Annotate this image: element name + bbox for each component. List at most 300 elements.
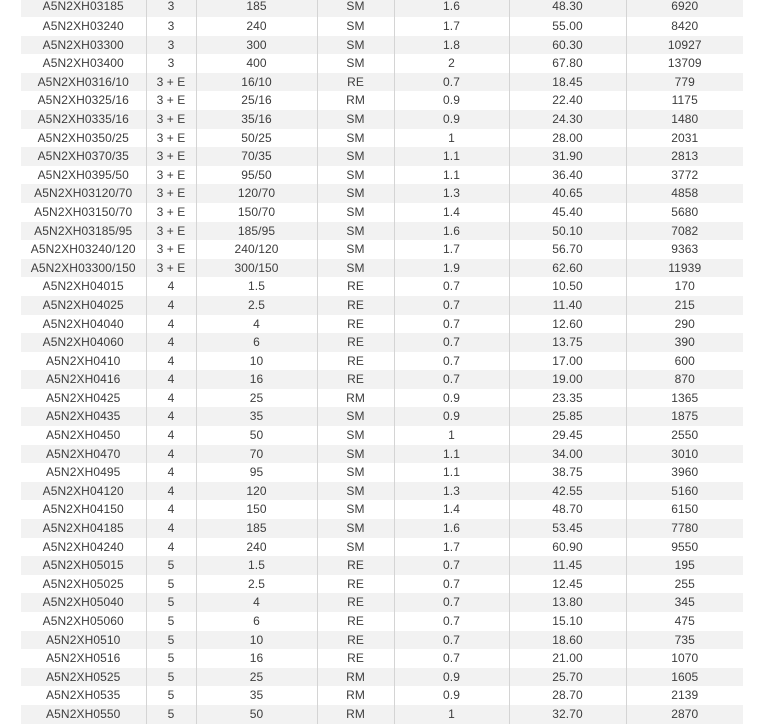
cell-insulation-thickness: 0.9: [394, 668, 509, 687]
cell-product-code: A5N2XH03120/70: [21, 184, 146, 203]
table-row: [21, 556, 743, 575]
table-row: [21, 259, 743, 278]
cell-weight: 10927: [626, 36, 743, 55]
cell-cross-section: 185: [196, 519, 317, 538]
cell-conductor-shape: RE: [317, 296, 394, 315]
cell-weight: 3010: [626, 445, 743, 464]
cell-cross-section: 16/10: [196, 73, 317, 92]
cell-insulation-thickness: 0.9: [394, 407, 509, 426]
cell-outer-diameter: 40.65: [509, 184, 626, 203]
cell-insulation-thickness: 1.1: [394, 147, 509, 166]
cell-product-code: A5N2XH04025: [21, 296, 146, 315]
table-row: [21, 166, 743, 185]
table-row: [21, 500, 743, 519]
cell-conductor-shape: SM: [317, 259, 394, 278]
cell-conductor-shape: RE: [317, 631, 394, 650]
cell-cores: 5: [146, 705, 196, 724]
cell-conductor-shape: SM: [317, 36, 394, 55]
cell-weight: 345: [626, 593, 743, 612]
cell-cores: 3: [146, 54, 196, 73]
cell-conductor-shape: SM: [317, 426, 394, 445]
cell-conductor-shape: SM: [317, 519, 394, 538]
table-row: [21, 110, 743, 129]
cell-weight: 1605: [626, 668, 743, 687]
cell-cores: 3 + E: [146, 166, 196, 185]
cell-conductor-shape: RE: [317, 575, 394, 594]
cell-cores: 4: [146, 296, 196, 315]
cell-weight: 215: [626, 296, 743, 315]
cell-outer-diameter: 11.45: [509, 556, 626, 575]
cell-product-code: A5N2XH0395/50: [21, 166, 146, 185]
cell-outer-diameter: 12.60: [509, 315, 626, 334]
cell-cross-section: 35: [196, 407, 317, 426]
cell-product-code: A5N2XH03240/120: [21, 240, 146, 259]
cell-insulation-thickness: 1.9: [394, 259, 509, 278]
cell-product-code: A5N2XH04240: [21, 538, 146, 557]
table-row: [21, 91, 743, 110]
cell-outer-diameter: 24.30: [509, 110, 626, 129]
cell-product-code: A5N2XH03240: [21, 17, 146, 36]
cell-outer-diameter: 31.90: [509, 147, 626, 166]
cell-cross-section: 50/25: [196, 129, 317, 148]
cell-product-code: A5N2XH0316/10: [21, 73, 146, 92]
cell-insulation-thickness: 1.4: [394, 500, 509, 519]
cell-cross-section: 25: [196, 668, 317, 687]
cell-conductor-shape: RE: [317, 370, 394, 389]
cell-cores: 4: [146, 407, 196, 426]
table-row: [21, 445, 743, 464]
table-row: [21, 203, 743, 222]
cell-product-code: A5N2XH0435: [21, 407, 146, 426]
cell-conductor-shape: RM: [317, 91, 394, 110]
cell-outer-diameter: 28.00: [509, 129, 626, 148]
cell-cores: 4: [146, 445, 196, 464]
cell-cores: 3: [146, 36, 196, 55]
cell-product-code: A5N2XH03400: [21, 54, 146, 73]
cell-cross-section: 6: [196, 612, 317, 631]
cell-cross-section: 185: [196, 0, 317, 17]
cell-cores: 4: [146, 389, 196, 408]
cell-insulation-thickness: 1.3: [394, 482, 509, 501]
cell-insulation-thickness: 1: [394, 705, 509, 724]
table-row: [21, 705, 743, 724]
cell-cross-section: 1.5: [196, 556, 317, 575]
cell-cores: 3 + E: [146, 147, 196, 166]
cell-cores: 4: [146, 426, 196, 445]
cell-insulation-thickness: 0.7: [394, 370, 509, 389]
cell-conductor-shape: RE: [317, 612, 394, 631]
cell-cross-section: 240: [196, 17, 317, 36]
cell-insulation-thickness: 2: [394, 54, 509, 73]
cell-product-code: A5N2XH0516: [21, 649, 146, 668]
cell-cross-section: 95/50: [196, 166, 317, 185]
cell-outer-diameter: 62.60: [509, 259, 626, 278]
table-row: [21, 649, 743, 668]
cell-outer-diameter: 21.00: [509, 649, 626, 668]
cell-weight: 13709: [626, 54, 743, 73]
cell-outer-diameter: 25.70: [509, 668, 626, 687]
cell-outer-diameter: 23.35: [509, 389, 626, 408]
cell-cores: 4: [146, 333, 196, 352]
cell-cross-section: 400: [196, 54, 317, 73]
cell-cores: 5: [146, 668, 196, 687]
cell-weight: 195: [626, 556, 743, 575]
cell-weight: 9550: [626, 538, 743, 557]
cell-outer-diameter: 48.30: [509, 0, 626, 17]
cell-insulation-thickness: 1: [394, 426, 509, 445]
cell-weight: 8420: [626, 17, 743, 36]
cell-outer-diameter: 48.70: [509, 500, 626, 519]
cell-insulation-thickness: 0.7: [394, 612, 509, 631]
table-row: [21, 612, 743, 631]
cell-insulation-thickness: 0.9: [394, 110, 509, 129]
table-row: [21, 184, 743, 203]
cell-cores: 4: [146, 315, 196, 334]
cell-product-code: A5N2XH0350/25: [21, 129, 146, 148]
cable-spec-table: [21, 0, 743, 724]
cell-outer-diameter: 38.75: [509, 463, 626, 482]
cell-cross-section: 4: [196, 593, 317, 612]
cell-weight: 870: [626, 370, 743, 389]
cell-product-code: A5N2XH0416: [21, 370, 146, 389]
cell-weight: 3960: [626, 463, 743, 482]
table-row: [21, 129, 743, 148]
cell-cores: 4: [146, 482, 196, 501]
cell-outer-diameter: 45.40: [509, 203, 626, 222]
cell-weight: 390: [626, 333, 743, 352]
cell-weight: 7082: [626, 222, 743, 241]
cell-cores: 3 + E: [146, 73, 196, 92]
cell-weight: 2031: [626, 129, 743, 148]
table-row: [21, 296, 743, 315]
cell-product-code: A5N2XH0370/35: [21, 147, 146, 166]
cell-cross-section: 300: [196, 36, 317, 55]
table-row: [21, 315, 743, 334]
cell-cross-section: 120/70: [196, 184, 317, 203]
cell-product-code: A5N2XH0470: [21, 445, 146, 464]
cell-conductor-shape: SM: [317, 17, 394, 36]
cell-insulation-thickness: 0.7: [394, 352, 509, 371]
cell-insulation-thickness: 1.1: [394, 445, 509, 464]
cell-insulation-thickness: 1.1: [394, 463, 509, 482]
table-row: [21, 686, 743, 705]
cell-cores: 3 + E: [146, 184, 196, 203]
table-row: [21, 277, 743, 296]
cell-conductor-shape: SM: [317, 166, 394, 185]
cell-weight: 2813: [626, 147, 743, 166]
cell-cores: 3: [146, 17, 196, 36]
table-row: [21, 407, 743, 426]
table-row: [21, 54, 743, 73]
cell-product-code: A5N2XH0450: [21, 426, 146, 445]
table-row: [21, 389, 743, 408]
cell-insulation-thickness: 0.7: [394, 575, 509, 594]
table-row: [21, 575, 743, 594]
cell-cross-section: 10: [196, 631, 317, 650]
cell-insulation-thickness: 0.7: [394, 556, 509, 575]
table-row: [21, 593, 743, 612]
cell-conductor-shape: SM: [317, 203, 394, 222]
cell-cores: 5: [146, 612, 196, 631]
cell-outer-diameter: 22.40: [509, 91, 626, 110]
cell-cross-section: 25/16: [196, 91, 317, 110]
cell-product-code: A5N2XH0325/16: [21, 91, 146, 110]
cell-cross-section: 185/95: [196, 222, 317, 241]
cell-conductor-shape: RE: [317, 649, 394, 668]
cell-product-code: A5N2XH04120: [21, 482, 146, 501]
cell-product-code: A5N2XH03150/70: [21, 203, 146, 222]
cell-weight: 7780: [626, 519, 743, 538]
cell-conductor-shape: SM: [317, 407, 394, 426]
table-body: [21, 0, 743, 724]
cell-outer-diameter: 32.70: [509, 705, 626, 724]
cell-product-code: A5N2XH0425: [21, 389, 146, 408]
cell-outer-diameter: 13.75: [509, 333, 626, 352]
cell-weight: 735: [626, 631, 743, 650]
cell-weight: 6150: [626, 500, 743, 519]
cell-outer-diameter: 50.10: [509, 222, 626, 241]
cell-cores: 4: [146, 463, 196, 482]
cell-cores: 4: [146, 500, 196, 519]
cell-outer-diameter: 18.60: [509, 631, 626, 650]
cell-cores: 3 + E: [146, 240, 196, 259]
cell-cores: 3 + E: [146, 129, 196, 148]
cell-cores: 5: [146, 593, 196, 612]
cell-insulation-thickness: 1.6: [394, 519, 509, 538]
cell-product-code: A5N2XH04150: [21, 500, 146, 519]
cell-product-code: A5N2XH0510: [21, 631, 146, 650]
cell-conductor-shape: RM: [317, 668, 394, 687]
cell-conductor-shape: SM: [317, 110, 394, 129]
cell-weight: 2870: [626, 705, 743, 724]
cell-cores: 3 + E: [146, 222, 196, 241]
table-row: [21, 463, 743, 482]
cell-cross-section: 50: [196, 705, 317, 724]
table-row: [21, 426, 743, 445]
cell-cores: 5: [146, 631, 196, 650]
cell-conductor-shape: SM: [317, 147, 394, 166]
cell-weight: 2550: [626, 426, 743, 445]
cell-cross-section: 50: [196, 426, 317, 445]
cell-conductor-shape: SM: [317, 445, 394, 464]
table-row: [21, 631, 743, 650]
cell-cross-section: 2.5: [196, 575, 317, 594]
cell-insulation-thickness: 0.9: [394, 91, 509, 110]
cell-product-code: A5N2XH0525: [21, 668, 146, 687]
cell-weight: 11939: [626, 259, 743, 278]
cell-insulation-thickness: 0.7: [394, 315, 509, 334]
cell-insulation-thickness: 0.7: [394, 593, 509, 612]
cell-outer-diameter: 56.70: [509, 240, 626, 259]
cell-outer-diameter: 11.40: [509, 296, 626, 315]
cell-conductor-shape: RM: [317, 686, 394, 705]
cell-cross-section: 25: [196, 389, 317, 408]
cell-cores: 4: [146, 519, 196, 538]
cell-product-code: A5N2XH0495: [21, 463, 146, 482]
table-row: [21, 0, 743, 17]
cell-cores: 4: [146, 538, 196, 557]
cell-weight: 290: [626, 315, 743, 334]
cell-insulation-thickness: 0.7: [394, 333, 509, 352]
cell-cross-section: 16: [196, 370, 317, 389]
cell-insulation-thickness: 1.4: [394, 203, 509, 222]
cell-weight: 2139: [626, 686, 743, 705]
table-row: [21, 482, 743, 501]
cell-cross-section: 70: [196, 445, 317, 464]
table-row: [21, 538, 743, 557]
table-row: [21, 222, 743, 241]
cell-cross-section: 4: [196, 315, 317, 334]
cell-product-code: A5N2XH03300: [21, 36, 146, 55]
cell-outer-diameter: 18.45: [509, 73, 626, 92]
table-row: [21, 333, 743, 352]
cell-product-code: A5N2XH05015: [21, 556, 146, 575]
cell-product-code: A5N2XH04015: [21, 277, 146, 296]
cell-cross-section: 95: [196, 463, 317, 482]
cell-conductor-shape: SM: [317, 222, 394, 241]
cell-product-code: A5N2XH04040: [21, 315, 146, 334]
cell-weight: 5160: [626, 482, 743, 501]
cell-cross-section: 150/70: [196, 203, 317, 222]
cell-cores: 5: [146, 575, 196, 594]
cell-product-code: A5N2XH0535: [21, 686, 146, 705]
cell-outer-diameter: 28.70: [509, 686, 626, 705]
cell-weight: 3772: [626, 166, 743, 185]
cell-product-code: A5N2XH0410: [21, 352, 146, 371]
cell-cores: 5: [146, 686, 196, 705]
cell-conductor-shape: SM: [317, 463, 394, 482]
cell-outer-diameter: 19.00: [509, 370, 626, 389]
cell-conductor-shape: RM: [317, 705, 394, 724]
cell-cores: 5: [146, 649, 196, 668]
cell-outer-diameter: 55.00: [509, 17, 626, 36]
cell-insulation-thickness: 1.7: [394, 17, 509, 36]
cell-cross-section: 300/150: [196, 259, 317, 278]
cell-conductor-shape: SM: [317, 54, 394, 73]
cell-product-code: A5N2XH03300/150: [21, 259, 146, 278]
cell-product-code: A5N2XH04060: [21, 333, 146, 352]
cell-insulation-thickness: 0.7: [394, 631, 509, 650]
cell-conductor-shape: SM: [317, 538, 394, 557]
cell-weight: 779: [626, 73, 743, 92]
table-row: [21, 668, 743, 687]
cell-outer-diameter: 60.90: [509, 538, 626, 557]
cell-conductor-shape: RE: [317, 277, 394, 296]
cell-weight: 255: [626, 575, 743, 594]
cell-conductor-shape: RE: [317, 556, 394, 575]
cell-insulation-thickness: 0.7: [394, 73, 509, 92]
cell-product-code: A5N2XH05040: [21, 593, 146, 612]
cell-insulation-thickness: 0.7: [394, 649, 509, 668]
cell-cross-section: 6: [196, 333, 317, 352]
cell-cross-section: 1.5: [196, 277, 317, 296]
cell-outer-diameter: 10.50: [509, 277, 626, 296]
cell-outer-diameter: 12.45: [509, 575, 626, 594]
cell-product-code: A5N2XH05025: [21, 575, 146, 594]
cell-weight: 475: [626, 612, 743, 631]
cell-insulation-thickness: 1: [394, 129, 509, 148]
table-row: [21, 36, 743, 55]
cell-weight: 4858: [626, 184, 743, 203]
table-row: [21, 370, 743, 389]
cell-weight: 1480: [626, 110, 743, 129]
cell-cores: 4: [146, 352, 196, 371]
cell-insulation-thickness: 1.6: [394, 222, 509, 241]
cell-product-code: A5N2XH03185/95: [21, 222, 146, 241]
cell-conductor-shape: SM: [317, 129, 394, 148]
cell-product-code: A5N2XH04185: [21, 519, 146, 538]
cell-weight: 6920: [626, 0, 743, 17]
cell-insulation-thickness: 1.7: [394, 240, 509, 259]
cell-outer-diameter: 42.55: [509, 482, 626, 501]
cell-conductor-shape: SM: [317, 482, 394, 501]
cell-cores: 3: [146, 0, 196, 17]
cell-cross-section: 70/35: [196, 147, 317, 166]
cell-cross-section: 120: [196, 482, 317, 501]
cell-cross-section: 240/120: [196, 240, 317, 259]
cell-product-code: A5N2XH0335/16: [21, 110, 146, 129]
cell-cross-section: 35/16: [196, 110, 317, 129]
cell-cores: 3 + E: [146, 110, 196, 129]
cell-weight: 170: [626, 277, 743, 296]
cell-weight: 5680: [626, 203, 743, 222]
cell-conductor-shape: SM: [317, 0, 394, 17]
cell-product-code: A5N2XH05060: [21, 612, 146, 631]
cell-conductor-shape: RM: [317, 389, 394, 408]
cell-insulation-thickness: 1.1: [394, 166, 509, 185]
cell-insulation-thickness: 0.9: [394, 389, 509, 408]
cell-weight: 1365: [626, 389, 743, 408]
cell-conductor-shape: RE: [317, 333, 394, 352]
table-row: [21, 240, 743, 259]
cell-insulation-thickness: 1.3: [394, 184, 509, 203]
cell-conductor-shape: RE: [317, 73, 394, 92]
cell-conductor-shape: SM: [317, 500, 394, 519]
cell-cores: 3 + E: [146, 91, 196, 110]
cell-outer-diameter: 53.45: [509, 519, 626, 538]
table-row: [21, 147, 743, 166]
cell-outer-diameter: 17.00: [509, 352, 626, 371]
cell-insulation-thickness: 1.7: [394, 538, 509, 557]
cell-conductor-shape: SM: [317, 240, 394, 259]
cell-cross-section: 16: [196, 649, 317, 668]
cell-cores: 5: [146, 556, 196, 575]
cell-insulation-thickness: 0.7: [394, 277, 509, 296]
cell-outer-diameter: 29.45: [509, 426, 626, 445]
cell-outer-diameter: 15.10: [509, 612, 626, 631]
cell-weight: 1175: [626, 91, 743, 110]
cell-cross-section: 150: [196, 500, 317, 519]
cell-weight: 9363: [626, 240, 743, 259]
cell-product-code: A5N2XH0550: [21, 705, 146, 724]
cell-cores: 3 + E: [146, 259, 196, 278]
cell-cross-section: 2.5: [196, 296, 317, 315]
cell-cross-section: 240: [196, 538, 317, 557]
table-row: [21, 73, 743, 92]
cell-insulation-thickness: 1.6: [394, 0, 509, 17]
cell-outer-diameter: 25.85: [509, 407, 626, 426]
cell-outer-diameter: 36.40: [509, 166, 626, 185]
table-row: [21, 352, 743, 371]
cell-conductor-shape: SM: [317, 184, 394, 203]
cell-weight: 1070: [626, 649, 743, 668]
cell-insulation-thickness: 0.7: [394, 296, 509, 315]
cell-cores: 4: [146, 277, 196, 296]
cell-cores: 4: [146, 370, 196, 389]
cell-product-code: A5N2XH03185: [21, 0, 146, 17]
cell-outer-diameter: 13.80: [509, 593, 626, 612]
cell-outer-diameter: 67.80: [509, 54, 626, 73]
